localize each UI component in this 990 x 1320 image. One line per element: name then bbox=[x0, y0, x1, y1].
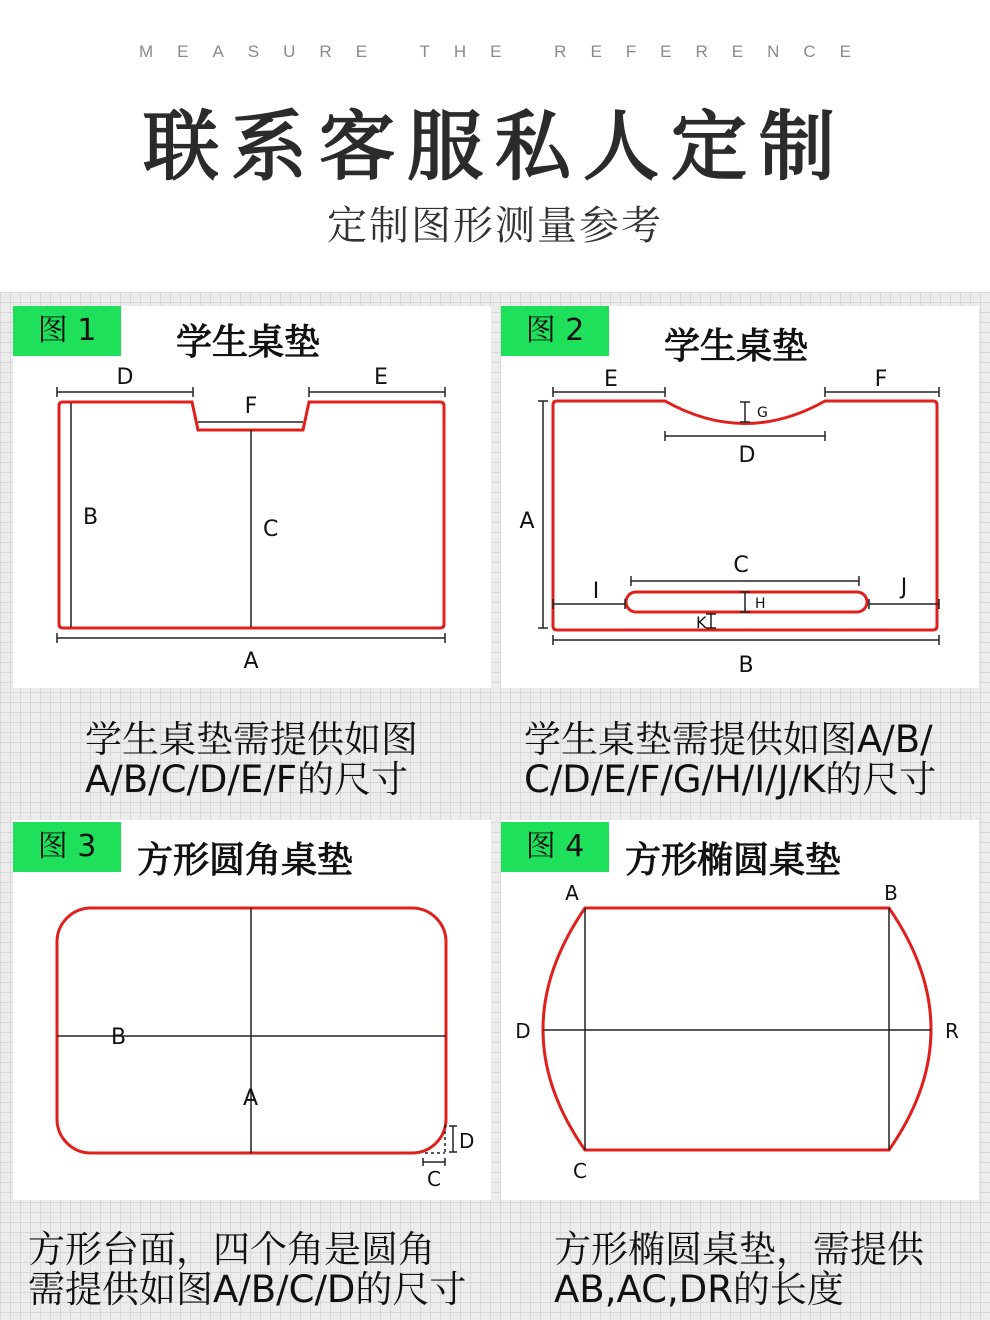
fig2-label-k: K bbox=[696, 613, 707, 632]
fig2-label-f: F bbox=[874, 367, 888, 392]
panel-fig1 bbox=[13, 306, 491, 688]
fig2-label-d: D bbox=[738, 443, 756, 468]
header bbox=[0, 0, 990, 292]
panel-fig3 bbox=[13, 820, 491, 1200]
fig1-label-e: E bbox=[374, 365, 388, 390]
fig2-title: 学生桌垫 bbox=[664, 326, 809, 367]
fig2-label-h: H bbox=[755, 596, 766, 612]
fig1-title: 学生桌垫 bbox=[176, 322, 321, 363]
fig4-caption-line1: 方形椭圆桌垫，需提供 bbox=[554, 1228, 924, 1271]
fig1-label-a: A bbox=[243, 649, 259, 674]
fig1-label-b: B bbox=[83, 505, 99, 530]
header-subtitle-en: MEASURE THE REFERENCE bbox=[138, 42, 876, 61]
fig1-caption bbox=[85, 720, 418, 800]
fig2-label-a: A bbox=[519, 509, 535, 534]
fig4-outline bbox=[543, 908, 931, 1150]
fig2-label-g: G bbox=[757, 405, 768, 421]
fig2-caption-line2: C/D/E/F/G/H/I/J/K的尺寸 bbox=[524, 758, 937, 801]
fig4-label-b: B bbox=[884, 881, 898, 905]
fig3-caption-line2: 需提供如图A/B/C/D的尺寸 bbox=[28, 1268, 467, 1311]
fig4-label-c: C bbox=[573, 1159, 587, 1183]
fig4-caption bbox=[554, 1230, 924, 1310]
fig2-badge: 图 2 bbox=[501, 306, 609, 356]
fig4-caption-line2: AB,AC,DR的长度 bbox=[554, 1268, 844, 1311]
fig3-label-c: C bbox=[427, 1167, 441, 1191]
fig2-label-b: B bbox=[738, 653, 754, 678]
fig4-label-d: D bbox=[515, 1019, 531, 1043]
fig3-caption-line1: 方形台面，四个角是圆角 bbox=[28, 1228, 435, 1271]
fig1-caption-line2: A/B/C/D/E/F的尺寸 bbox=[85, 758, 409, 801]
fig1-label-f: F bbox=[244, 394, 258, 419]
fig4-badge: 图 4 bbox=[501, 822, 609, 872]
fig2-caption-line1: 学生桌垫需提供如图A/B/ bbox=[524, 718, 933, 761]
page-subtitle: 定制图形测量参考 bbox=[327, 203, 663, 249]
fig3-label-a: A bbox=[243, 1086, 259, 1111]
page-title: 联系客服私人定制 bbox=[143, 102, 847, 191]
fig4-label-r: R bbox=[945, 1019, 959, 1043]
fig2-label-e: E bbox=[604, 367, 618, 392]
fig1-label-d: D bbox=[116, 365, 134, 390]
fig2-label-c: C bbox=[733, 553, 749, 578]
fig3-badge: 图 3 bbox=[13, 822, 121, 872]
fig3-caption bbox=[28, 1230, 466, 1310]
fig2-diagram bbox=[501, 306, 979, 688]
fig2-label-i: I bbox=[592, 579, 600, 604]
panel-fig4 bbox=[501, 820, 979, 1200]
fig1-badge: 图 1 bbox=[13, 306, 121, 356]
fig2-slot bbox=[626, 592, 867, 612]
fig4-label-a: A bbox=[565, 881, 579, 905]
fig3-diagram bbox=[13, 820, 491, 1200]
fig1-label-c: C bbox=[263, 517, 279, 542]
fig4-diagram bbox=[501, 820, 979, 1200]
fig1-caption-line1: 学生桌垫需提供如图 bbox=[85, 718, 418, 761]
fig2-label-j: J bbox=[900, 575, 908, 600]
fig3-title: 方形圆角桌垫 bbox=[137, 840, 354, 881]
fig1-diagram bbox=[13, 306, 491, 688]
panel-fig2 bbox=[501, 306, 979, 688]
fig4-title: 方形椭圆桌垫 bbox=[625, 840, 842, 881]
fig2-caption bbox=[524, 720, 936, 800]
fig3-label-d: D bbox=[459, 1129, 475, 1153]
fig3-label-b: B bbox=[111, 1025, 127, 1050]
